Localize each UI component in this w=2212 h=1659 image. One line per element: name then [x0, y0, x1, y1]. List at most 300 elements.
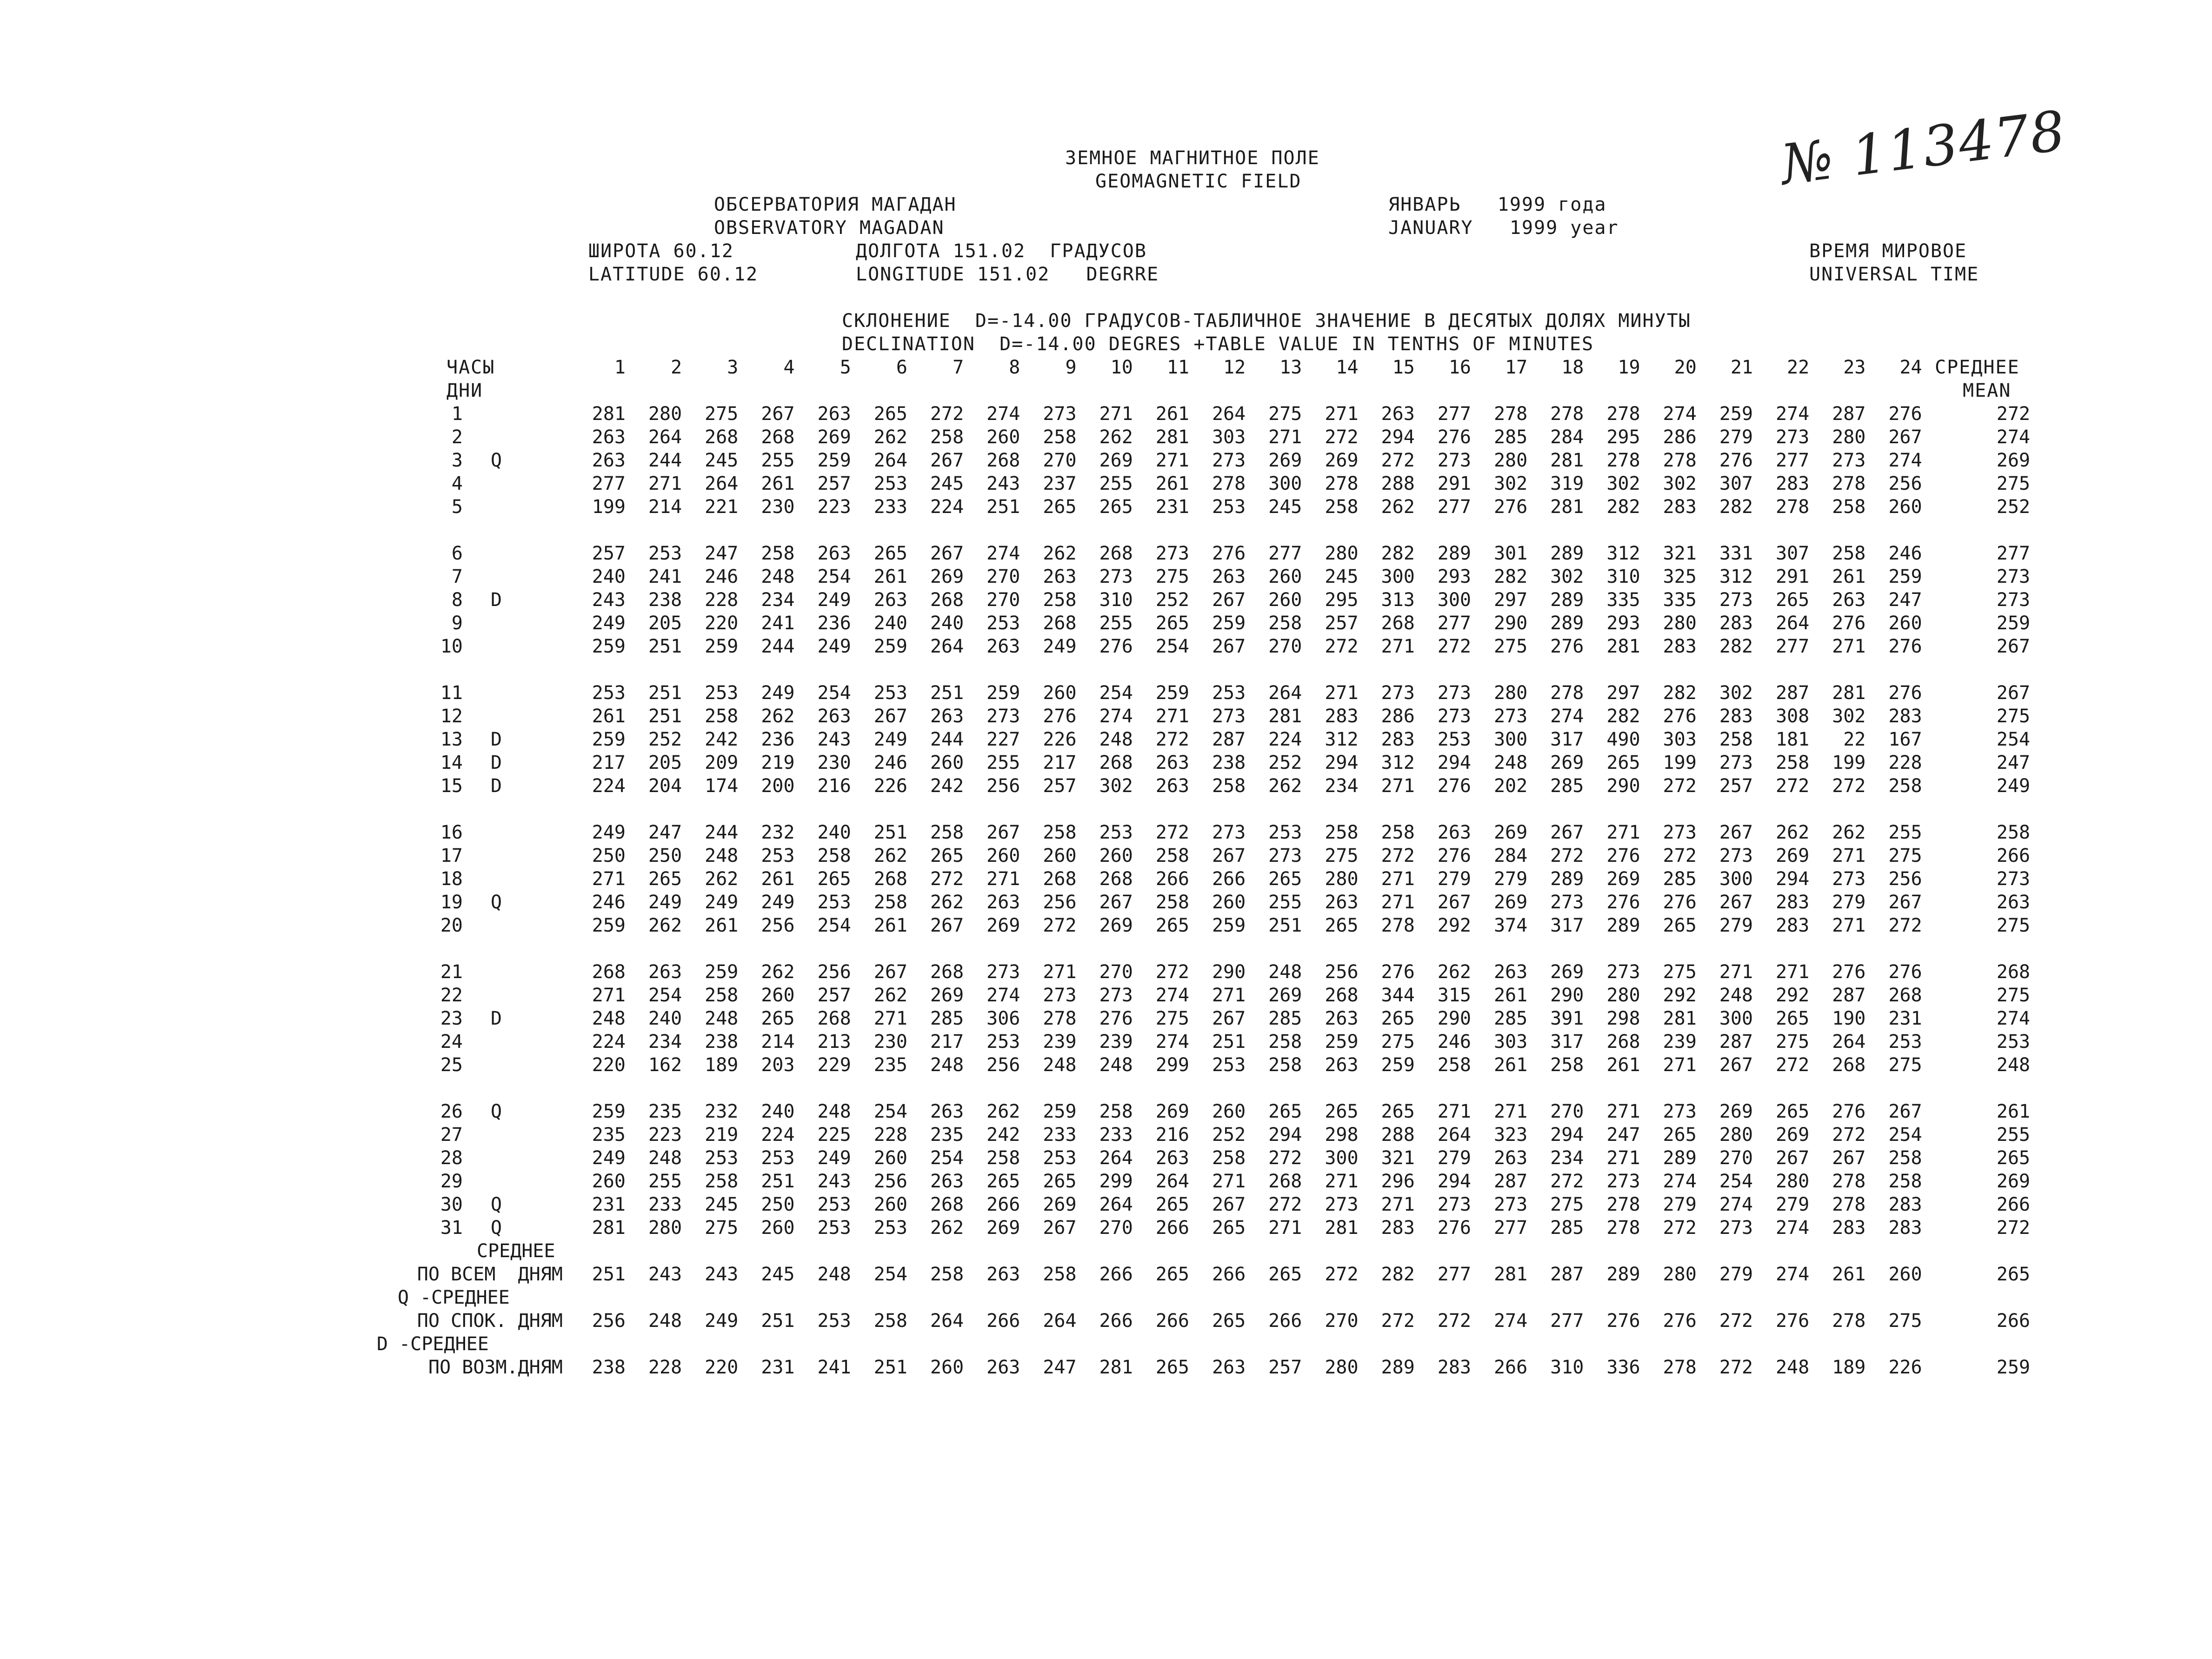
hourly-value: 300 — [1268, 473, 1302, 494]
hourly-value: 266 — [986, 1194, 1020, 1215]
summary-value: 258 — [873, 1310, 907, 1332]
hourly-value: 270 — [986, 589, 1020, 611]
hourly-value: 249 — [592, 613, 626, 634]
hourly-value: 268 — [1832, 1054, 1866, 1076]
time-ru: ВРЕМЯ МИРОВОЕ — [1809, 240, 1967, 262]
hourly-value: 249 — [761, 892, 795, 913]
hourly-value: 269 — [1775, 845, 1810, 866]
hourly-value: 248 — [761, 566, 795, 587]
hourly-value: 271 — [1493, 1101, 1528, 1122]
hourly-value: 300 — [1325, 1147, 1359, 1169]
hourly-value: 258 — [1212, 775, 1246, 797]
hourly-value: 249 — [592, 822, 626, 843]
hourly-value: 264 — [1155, 1171, 1189, 1192]
hourly-value: 283 — [1663, 496, 1697, 518]
hourly-value: 265 — [930, 845, 964, 866]
hourly-value: 312 — [1719, 566, 1753, 587]
hour-header: 22 — [1787, 357, 1810, 378]
summary-value: 263 — [986, 1264, 1020, 1285]
hourly-value: 302 — [1832, 706, 1866, 727]
hourly-value: 267 — [1212, 589, 1246, 611]
hourly-value: 253 — [1212, 682, 1246, 704]
hourly-value: 294 — [1437, 1171, 1471, 1192]
hourly-value: 261 — [873, 915, 907, 936]
hourly-value: 319 — [1550, 473, 1584, 494]
hour-header: 5 — [839, 357, 851, 378]
hourly-value: 267 — [1212, 636, 1246, 657]
hourly-value: 273 — [1437, 682, 1471, 704]
hourly-value: 264 — [1099, 1147, 1133, 1169]
hourly-value: 276 — [1099, 1008, 1133, 1029]
hourly-value: 280 — [1493, 450, 1528, 471]
summary-value: 266 — [986, 1310, 1020, 1332]
hourly-value: 258 — [705, 706, 739, 727]
hourly-value: 240 — [873, 613, 907, 634]
hourly-value: 280 — [1606, 985, 1640, 1006]
hourly-value: 272 — [930, 868, 964, 890]
hourly-value: 272 — [1663, 845, 1697, 866]
hourly-value: 253 — [761, 1147, 795, 1169]
hour-header: 23 — [1843, 357, 1866, 378]
hourly-value: 267 — [1888, 426, 1922, 448]
hourly-value: 281 — [592, 403, 626, 425]
summary-value: 266 — [1099, 1310, 1133, 1332]
hour-header: 16 — [1448, 357, 1471, 378]
hourly-value: 283 — [1888, 706, 1922, 727]
hourly-value: 258 — [1268, 613, 1302, 634]
hourly-value: 258 — [1268, 1031, 1302, 1053]
hourly-value: 287 — [1832, 985, 1866, 1006]
hourly-value: 258 — [930, 822, 964, 843]
summary-label-top: СРЕДНЕЕ — [477, 1240, 555, 1262]
hourly-value: 255 — [1268, 892, 1302, 913]
hourly-value: 271 — [1381, 868, 1415, 890]
hourly-value: 273 — [1043, 403, 1077, 425]
hourly-value: 282 — [1381, 543, 1415, 564]
summary-mean: 266 — [1996, 1310, 2030, 1332]
day-number: 21 — [440, 961, 463, 983]
hourly-value: 263 — [1155, 775, 1189, 797]
hourly-value: 242 — [705, 729, 739, 750]
hourly-value: 214 — [648, 496, 682, 518]
hourly-value: 272 — [1663, 1217, 1697, 1239]
hourly-value: 239 — [1099, 1031, 1133, 1053]
hourly-value: 263 — [1043, 566, 1077, 587]
daily-mean: 258 — [1996, 822, 2030, 843]
hourly-value: 312 — [1381, 752, 1415, 773]
summary-value: 189 — [1832, 1357, 1866, 1378]
hourly-value: 263 — [1155, 1147, 1189, 1169]
hourly-value: 273 — [1437, 450, 1471, 471]
hourly-value: 282 — [1719, 496, 1753, 518]
hourly-value: 234 — [761, 589, 795, 611]
hourly-value: 276 — [1888, 961, 1922, 983]
hourly-value: 315 — [1437, 985, 1471, 1006]
longitude-ru: ДОЛГОТА 151.02 ГРАДУСОВ — [856, 240, 1147, 262]
hourly-value: 260 — [1268, 589, 1302, 611]
hourly-value: 289 — [1437, 543, 1471, 564]
hourly-value: 263 — [930, 1171, 964, 1192]
hourly-value: 234 — [1325, 775, 1359, 797]
hourly-value: 260 — [1888, 613, 1922, 634]
hourly-value: 289 — [1663, 1147, 1697, 1169]
hourly-value: 258 — [1043, 426, 1077, 448]
hourly-value: 264 — [1268, 682, 1302, 704]
hourly-value: 276 — [1832, 613, 1866, 634]
hourly-value: 268 — [1325, 985, 1359, 1006]
hourly-value: 278 — [1325, 473, 1359, 494]
hourly-value: 255 — [1099, 613, 1133, 634]
hourly-value: 241 — [761, 613, 795, 634]
hourly-value: 283 — [1381, 729, 1415, 750]
hourly-value: 272 — [1268, 1194, 1302, 1215]
hourly-value: 287 — [1719, 1031, 1753, 1053]
hourly-value: 246 — [1437, 1031, 1471, 1053]
hourly-value: 317 — [1550, 729, 1584, 750]
hourly-value: 267 — [1832, 1147, 1866, 1169]
hourly-value: 281 — [1606, 636, 1640, 657]
hourly-value: 243 — [817, 729, 851, 750]
hourly-value: 302 — [1606, 473, 1640, 494]
hourly-value: 274 — [1550, 706, 1584, 727]
hours-label: ЧАСЫ — [446, 357, 495, 378]
hourly-value: 255 — [1099, 473, 1133, 494]
hourly-value: 265 — [873, 403, 907, 425]
hourly-value: 268 — [592, 961, 626, 983]
hourly-value: 262 — [873, 426, 907, 448]
hourly-value: 265 — [1155, 1194, 1189, 1215]
hourly-value: 272 — [1155, 822, 1189, 843]
hourly-value: 253 — [1212, 1054, 1246, 1076]
daily-mean: 265 — [1996, 1147, 2030, 1169]
hourly-value: 303 — [1663, 729, 1697, 750]
hourly-value: 255 — [986, 752, 1020, 773]
hourly-value: 249 — [648, 892, 682, 913]
daily-mean: 277 — [1996, 543, 2030, 564]
hourly-value: 296 — [1381, 1171, 1415, 1192]
hourly-value: 280 — [1832, 426, 1866, 448]
hourly-value: 260 — [592, 1171, 626, 1192]
hourly-value: 290 — [1493, 613, 1528, 634]
hourly-value: 262 — [1775, 822, 1810, 843]
hourly-value: 273 — [1719, 752, 1753, 773]
day-number: 16 — [440, 822, 463, 843]
hourly-value: 271 — [1719, 961, 1753, 983]
hourly-value: 240 — [761, 1101, 795, 1122]
summary-value: 260 — [930, 1357, 964, 1378]
daily-mean: 274 — [1996, 1008, 2030, 1029]
hourly-value: 224 — [592, 775, 626, 797]
hourly-value: 289 — [1550, 868, 1584, 890]
summary-value: 251 — [761, 1310, 795, 1332]
hourly-value: 261 — [1493, 1054, 1528, 1076]
hour-header: 17 — [1505, 357, 1528, 378]
hourly-value: 273 — [1212, 706, 1246, 727]
hour-header: 1 — [614, 357, 626, 378]
hourly-value: 275 — [705, 1217, 739, 1239]
hourly-value: 213 — [817, 1031, 851, 1053]
day-number: 8 — [451, 589, 463, 611]
hourly-value: 282 — [1663, 682, 1697, 704]
summary-value: 336 — [1606, 1357, 1640, 1378]
hourly-value: 258 — [1832, 543, 1866, 564]
hourly-value: 306 — [986, 1008, 1020, 1029]
hourly-value: 248 — [648, 1147, 682, 1169]
hourly-value: 273 — [1493, 706, 1528, 727]
hourly-value: 235 — [930, 1124, 964, 1146]
summary-value: 272 — [1719, 1310, 1753, 1332]
hourly-value: 290 — [1550, 985, 1584, 1006]
hourly-value: 278 — [1381, 915, 1415, 936]
hourly-value: 264 — [930, 636, 964, 657]
hourly-value: 246 — [873, 752, 907, 773]
hourly-value: 300 — [1437, 589, 1471, 611]
hourly-value: 247 — [1606, 1124, 1640, 1146]
hourly-value: 310 — [1606, 566, 1640, 587]
hourly-value: 281 — [592, 1217, 626, 1239]
hourly-value: 270 — [986, 566, 1020, 587]
hourly-value: 262 — [1268, 775, 1302, 797]
hourly-value: 233 — [648, 1194, 682, 1215]
hourly-value: 214 — [761, 1031, 795, 1053]
hourly-value: 262 — [873, 985, 907, 1006]
hourly-value: 244 — [648, 450, 682, 471]
hourly-value: 335 — [1663, 589, 1697, 611]
hourly-value: 265 — [761, 1008, 795, 1029]
hourly-value: 270 — [1719, 1147, 1753, 1169]
hourly-value: 233 — [1043, 1124, 1077, 1146]
hourly-value: 285 — [1493, 426, 1528, 448]
hourly-value: 271 — [1606, 822, 1640, 843]
daily-mean: 247 — [1996, 752, 2030, 773]
hourly-value: 254 — [817, 566, 851, 587]
hourly-value: 258 — [873, 892, 907, 913]
hourly-value: 262 — [986, 1101, 1020, 1122]
hourly-value: 231 — [592, 1194, 626, 1215]
hourly-value: 279 — [1437, 868, 1471, 890]
hourly-value: 287 — [1493, 1171, 1528, 1192]
hourly-value: 240 — [648, 1008, 682, 1029]
hourly-value: 273 — [1325, 1194, 1359, 1215]
summary-value: 266 — [1493, 1357, 1528, 1378]
hourly-value: 204 — [648, 775, 682, 797]
hourly-value: 262 — [1437, 961, 1471, 983]
summary-value: 277 — [1437, 1264, 1471, 1285]
hourly-value: 263 — [648, 961, 682, 983]
hourly-value: 230 — [761, 496, 795, 518]
hourly-value: 276 — [1888, 403, 1922, 425]
hourly-value: 228 — [1888, 752, 1922, 773]
daily-mean: 266 — [1996, 845, 2030, 866]
latitude-en: LATITUDE 60.12 — [588, 264, 759, 285]
summary-value: 243 — [705, 1264, 739, 1285]
hourly-value: 269 — [1325, 450, 1359, 471]
hourly-value: 233 — [873, 496, 907, 518]
hourly-value: 260 — [761, 985, 795, 1006]
summary-value: 231 — [761, 1357, 795, 1378]
hourly-value: 252 — [1212, 1124, 1246, 1146]
hourly-value: 258 — [1043, 822, 1077, 843]
hourly-value: 269 — [817, 426, 851, 448]
hourly-value: 219 — [761, 752, 795, 773]
hourly-value: 257 — [817, 985, 851, 1006]
longitude-en: LONGITUDE 151.02 DEGRRE — [856, 264, 1159, 285]
hourly-value: 259 — [1155, 682, 1189, 704]
hourly-value: 253 — [817, 1194, 851, 1215]
hourly-value: 271 — [1381, 775, 1415, 797]
hourly-value: 243 — [592, 589, 626, 611]
hourly-value: 262 — [1099, 426, 1133, 448]
hourly-value: 281 — [1325, 1217, 1359, 1239]
hourly-value: 285 — [1268, 1008, 1302, 1029]
hourly-value: 265 — [1268, 868, 1302, 890]
hourly-value: 266 — [1155, 868, 1189, 890]
hourly-value: 260 — [873, 1194, 907, 1215]
daily-mean: 261 — [1996, 1101, 2030, 1122]
hourly-value: 301 — [1493, 543, 1528, 564]
hourly-value: 248 — [1719, 985, 1753, 1006]
hourly-value: 278 — [1663, 450, 1697, 471]
hourly-value: 265 — [1268, 1101, 1302, 1122]
hourly-value: 283 — [1888, 1194, 1922, 1215]
hourly-value: 251 — [1268, 915, 1302, 936]
hourly-value: 268 — [817, 1008, 851, 1029]
summary-value: 270 — [1325, 1310, 1359, 1332]
hourly-value: 261 — [761, 868, 795, 890]
hourly-value: 264 — [1212, 403, 1246, 425]
hourly-value: 285 — [1493, 1008, 1528, 1029]
hourly-value: 262 — [705, 868, 739, 890]
hourly-value: 274 — [1775, 1217, 1810, 1239]
hourly-value: 291 — [1437, 473, 1471, 494]
hourly-value: 260 — [761, 1217, 795, 1239]
hour-header: 14 — [1336, 357, 1359, 378]
summary-value: 243 — [648, 1264, 682, 1285]
hourly-value: 297 — [1606, 682, 1640, 704]
day-flag: D — [491, 775, 502, 797]
hourly-value: 288 — [1381, 473, 1415, 494]
summary-value: 276 — [1663, 1310, 1697, 1332]
hourly-value: 255 — [1888, 822, 1922, 843]
hourly-value: 217 — [930, 1031, 964, 1053]
hourly-value: 268 — [1099, 868, 1133, 890]
hourly-value: 262 — [761, 961, 795, 983]
summary-value: 272 — [1381, 1310, 1415, 1332]
hourly-value: 344 — [1381, 985, 1415, 1006]
hourly-value: 286 — [1663, 426, 1697, 448]
hourly-value: 276 — [1437, 1217, 1471, 1239]
hourly-value: 267 — [1212, 1194, 1246, 1215]
hourly-value: 248 — [1099, 1054, 1133, 1076]
summary-value: 251 — [592, 1264, 626, 1285]
hourly-value: 263 — [930, 1101, 964, 1122]
summary-value: 248 — [648, 1310, 682, 1332]
hourly-value: 268 — [705, 426, 739, 448]
hourly-value: 288 — [1381, 1124, 1415, 1146]
hourly-value: 242 — [986, 1124, 1020, 1146]
hourly-value: 268 — [761, 426, 795, 448]
hourly-value: 224 — [761, 1124, 795, 1146]
day-number: 3 — [451, 450, 463, 471]
hourly-value: 262 — [761, 706, 795, 727]
hourly-value: 246 — [592, 892, 626, 913]
hourly-value: 276 — [1606, 892, 1640, 913]
hourly-value: 224 — [592, 1031, 626, 1053]
hourly-value: 267 — [1719, 892, 1753, 913]
hourly-value: 284 — [1550, 426, 1584, 448]
hourly-value: 275 — [705, 403, 739, 425]
hourly-value: 283 — [1832, 1217, 1866, 1239]
hourly-value: 270 — [1099, 961, 1133, 983]
hourly-value: 259 — [1888, 566, 1922, 587]
hourly-value: 276 — [1437, 845, 1471, 866]
day-number: 14 — [440, 752, 463, 773]
hourly-value: 253 — [1268, 822, 1302, 843]
hourly-value: 263 — [986, 892, 1020, 913]
hourly-value: 245 — [705, 1194, 739, 1215]
hourly-value: 253 — [1043, 1147, 1077, 1169]
hourly-value: 283 — [1663, 636, 1697, 657]
hourly-value: 317 — [1550, 1031, 1584, 1053]
hourly-value: 273 — [1832, 868, 1866, 890]
hourly-value: 268 — [986, 450, 1020, 471]
hourly-value: 228 — [705, 589, 739, 611]
hourly-value: 253 — [592, 682, 626, 704]
hourly-value: 269 — [1268, 985, 1302, 1006]
daily-mean: 259 — [1996, 613, 2030, 634]
day-number: 26 — [440, 1101, 463, 1122]
hourly-value: 271 — [1043, 961, 1077, 983]
declination-ru: СКЛОНЕНИЕ D=-14.00 ГРАДУСОВ-ТАБЛИЧНОЕ ЗНАЧЕНИЕ В ДЕСЯТЫХ ДОЛЯХ МИНУТЫ — [842, 310, 1691, 332]
hourly-value: 271 — [592, 985, 626, 1006]
hourly-value: 290 — [1437, 1008, 1471, 1029]
hourly-value: 248 — [1268, 961, 1302, 983]
hourly-value: 261 — [1606, 1054, 1640, 1076]
hourly-value: 269 — [1043, 1194, 1077, 1215]
hourly-value: 249 — [817, 636, 851, 657]
hourly-value: 283 — [1719, 613, 1753, 634]
hourly-value: 274 — [986, 543, 1020, 564]
hourly-value: 276 — [1832, 1101, 1866, 1122]
hourly-value: 265 — [986, 1171, 1020, 1192]
hourly-value: 294 — [1550, 1124, 1584, 1146]
hourly-value: 268 — [1043, 613, 1077, 634]
summary-mean: 265 — [1996, 1264, 2030, 1285]
hourly-value: 269 — [1099, 915, 1133, 936]
hourly-value: 271 — [1099, 403, 1133, 425]
hourly-value: 263 — [1155, 752, 1189, 773]
hourly-value: 263 — [1832, 589, 1866, 611]
hourly-value: 278 — [1832, 1171, 1866, 1192]
hourly-value: 258 — [930, 426, 964, 448]
hourly-value: 255 — [648, 1171, 682, 1192]
hourly-value: 272 — [1381, 845, 1415, 866]
hour-header: 11 — [1166, 357, 1189, 378]
hourly-value: 271 — [1212, 985, 1246, 1006]
hourly-value: 276 — [1437, 775, 1471, 797]
hourly-value: 258 — [1888, 1147, 1922, 1169]
hourly-value: 280 — [1775, 1171, 1810, 1192]
summary-value: 266 — [1268, 1310, 1302, 1332]
hourly-value: 272 — [1832, 775, 1866, 797]
daily-mean: 249 — [1996, 775, 2030, 797]
hourly-value: 294 — [1437, 752, 1471, 773]
hourly-value: 281 — [1550, 450, 1584, 471]
hourly-value: 263 — [1437, 822, 1471, 843]
hourly-value: 268 — [1381, 613, 1415, 634]
hourly-value: 267 — [986, 822, 1020, 843]
hourly-value: 259 — [592, 636, 626, 657]
